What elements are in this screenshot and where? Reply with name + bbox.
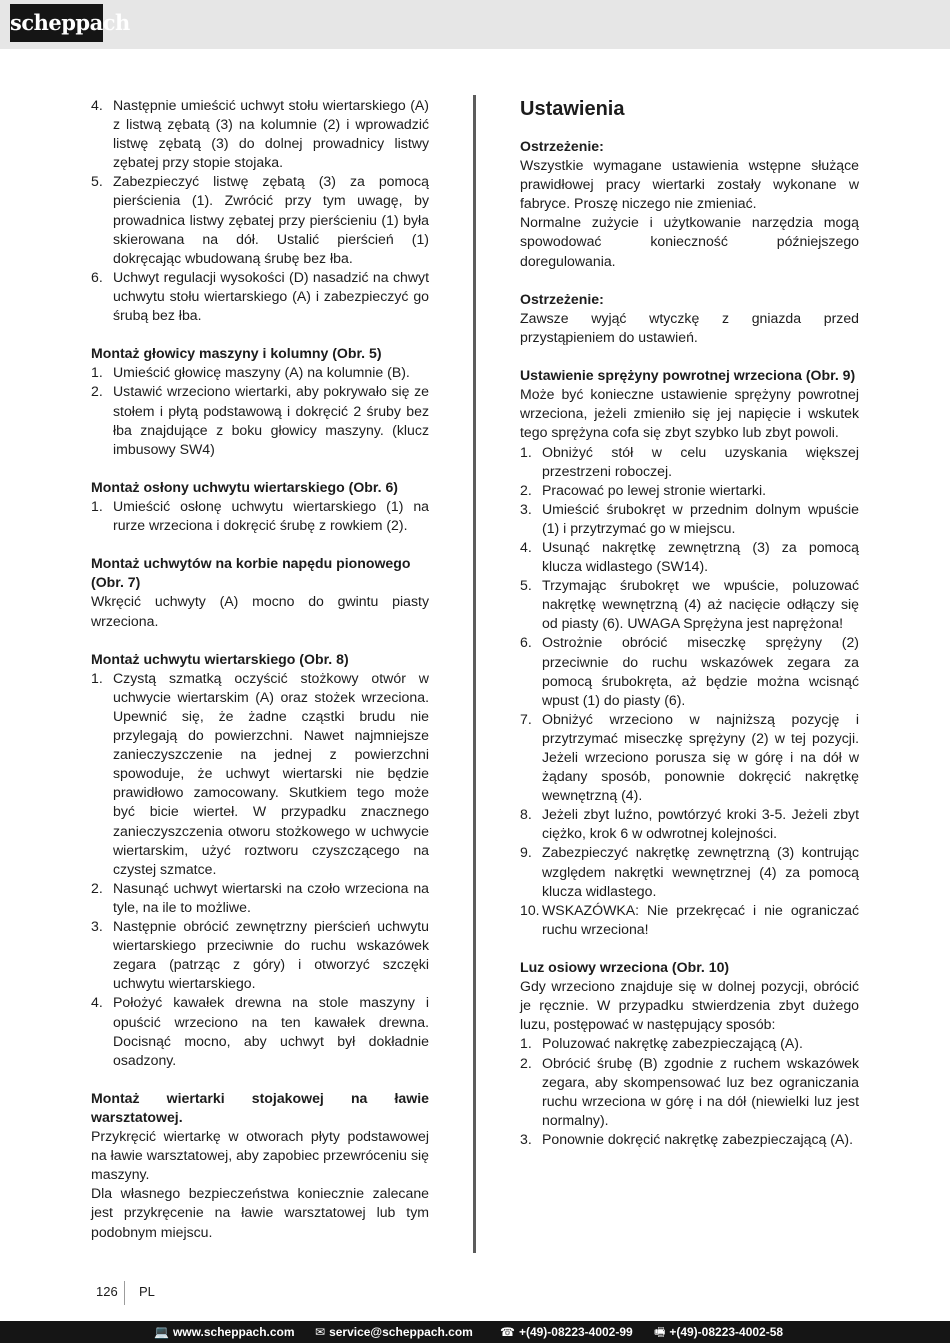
section-heading-obr8: Montaż uchwytu wiertarskiego (Obr. 8) (91, 650, 349, 667)
list-item: 1. Obniżyć stół w celu uzyskania większej przestrzeni roboczej. (520, 443, 859, 479)
steps-list-e (520, 443, 859, 939)
warning-heading: Ostrzeżenie: (520, 290, 604, 307)
footer-web[interactable]: 💻 www.scheppach.com (154, 1325, 295, 1339)
list-item: 2. Pracować po lewej stronie wiertarki. (520, 481, 767, 498)
phone-icon: ☎ (500, 1325, 515, 1339)
paragraph: Przykręcić wiertarkę w otworach płyty podstawowej na ławie warsztatowej, aby zapobiec przewróceniu się maszyny. (91, 1128, 429, 1183)
paragraph: Dla własnego bezpieczeństwa koniecznie zalecane jest przykręcenie na ławie warsztatowej lub tym podobnym miejscu. (91, 1185, 429, 1240)
page-number: 126 (96, 1284, 118, 1299)
list-item: 1. Poluzować nakrętkę zabezpieczającą (A). (520, 1035, 803, 1052)
list-item: 6. Uchwyt regulacji wysokości (D) nasadzić na chwyt uchwytu stołu wiertarskiego (A) i zabezpieczyć go śrubą bez łba. (91, 268, 429, 324)
section-heading-obr9: Ustawienie sprężyny powrotnej wrzeciona (Obr. 9) (520, 367, 856, 384)
steps-list-d (91, 669, 429, 1070)
computer-icon: 💻 (154, 1325, 169, 1339)
section-heading-bench: Montaż wiertarki stojakowej na ławie warsztatowej. (91, 1089, 429, 1125)
steps-list-a (91, 96, 429, 325)
list-item: 5. Trzymając śrubokręt we wpuście, poluzować nakrętkę wewnętrzną (4) aż nacięcie odłączy się od piasty (6). UWAGA Sprężyna jest naprężona! (520, 577, 859, 632)
list-item: 9. Zabezpieczyć nakrętkę zewnętrzną (3) kontrując względem nakrętki wewnętrznej (4) za pomocą klucza widlastego. (520, 844, 859, 899)
footer-phone[interactable]: ☎ +(49)-08223-4002-99 (500, 1325, 633, 1339)
list-item: 2. Obrócić śrubę (B) zgodnie z ruchem wskazówek zegara, aby skompensować luz bez ograniczania ruchu wrzeciona w górę i na dół (niewielki luz jest normalny). (520, 1054, 859, 1128)
paragraph: Wkręcić uchwyty (A) mocno do gwintu piasty wrzeciona. (91, 593, 429, 629)
footer-email[interactable]: ✉ service@scheppach.com (315, 1325, 473, 1339)
left-column (91, 96, 429, 1242)
language-code: PL (139, 1284, 155, 1299)
list-item: 4. Następnie umieścić uchwyt stołu wiertarskiego (A) z listwą zębatą (3) na kolumnie (2) i wprowadzić listwę zębatą (3) do dolnej prowadnicy listwy zębatej przy stopie stojaka. (91, 97, 429, 171)
page-header (0, 0, 950, 49)
list-item: 10. WSKAZÓWKA: Nie przekręcać i nie ograniczać ruchu wrzeciona! (520, 901, 859, 937)
list-item: 3. Umieścić śrubokręt w przednim dolnym wpuście (1) i przytrzymać go w miejscu. (520, 500, 859, 536)
steps-list-f (520, 1034, 859, 1149)
fax-icon: 🖷 (654, 1325, 666, 1339)
list-item: 3. Następnie obrócić zewnętrzny pierścień uchwytu wiertarskiego przeciwnie do ruchu wskazówek zegara (patrząc z góry) i otworzyć szczęki uchwytu wiertarskiego. (91, 918, 429, 992)
scheppach-logo: scheppach (10, 4, 103, 42)
page-title: Ustawienia (520, 98, 625, 120)
list-item: 6. Ostrożnie obrócić miseczkę sprężyny (2) przeciwnie do ruchu wskazówek zegara za pomocą śrubokręta, aż będzie można wcisnąć wpust (1) do piasty (6). (520, 634, 859, 708)
paragraph: Gdy wrzeciono znajduje się w dolnej pozycji, obrócić je ręcznie. W przypadku stwierdzenia zbyt dużego luzu, postępować w następujący sposób: (520, 978, 859, 1033)
column-divider (473, 95, 476, 1253)
section-heading-obr5: Montaż głowicy maszyny i kolumny (Obr. 5) (91, 345, 382, 362)
list-item: 7. Obniżyć wrzeciono w najniższą pozycję i przytrzymać miseczkę sprężyny (2) w tej pozycji. Jeżeli wrzeciono porusza się w górę i na dół w żądany sposób, ponownie dokręcić nakrętkę wewnętrzną (4). (520, 710, 859, 804)
steps-list-b (91, 363, 429, 458)
section-heading-obr6: Montaż osłony uchwytu wiertarskiego (Obr. 6) (91, 478, 398, 495)
paragraph: Wszystkie wymagane ustawienia wstępne służące prawidłowej pracy wiertarki zostały wykonane w fabryce. Proszę niczego nie zmieniać. (520, 157, 859, 212)
section-heading-obr7: Montaż uchwytów na korbie napędu pionowego (Obr. 7) (91, 555, 411, 591)
right-column (520, 96, 859, 1149)
list-item: 3. Ponownie dokręcić nakrętkę zabezpieczającą (A). (520, 1130, 854, 1147)
footer-fax: 🖷 +(49)-08223-4002-58 (654, 1325, 784, 1339)
mail-icon: ✉ (315, 1325, 326, 1339)
warning-heading: Ostrzeżenie: (520, 138, 604, 154)
list-item: 2. Nasunąć uchwyt wiertarski na czoło wrzeciona na tyle, na ile to możliwe. (91, 879, 429, 915)
list-item: 5. Zabezpieczyć listwę zębatą (3) za pomocą pierścienia (1). Zwrócić przy tym uwagę, by prowadnica listwy zębatej przy pierścieniu (1) była skierowana na dół. Ustalić pierścień (1) dokręcając wbudowaną śrubę bez łba. (91, 173, 429, 266)
list-item: 4. Usunąć nakrętkę zewnętrzną (3) za pomocą klucza widlastego (SW14). (520, 538, 859, 575)
list-item: 2. Ustawić wrzeciono wiertarki, aby pokrywało się ze stołem i płytą podstawową i dokręcić 2 śruby bez łba znajdujące z boku głowicy maszyny. (klucz imbusowy SW4) (91, 383, 429, 457)
paragraph: Może być konieczne ustawienie sprężyny powrotnej wrzeciona, jeżeli zmieniło się jej napięcie i wskutek tego sprężyna cofa się zbyt szybko lub zbyt powoli. (520, 386, 859, 441)
paragraph: Zawsze wyjąć wtyczkę z gniazda przed przystąpieniem do ustawień. (520, 309, 859, 345)
list-item: 8. Jeżeli zbyt luźno, powtórzyć kroki 3-5. Jeżeli zbyt ciężko, krok 6 w odwrotnej kolejności. (520, 806, 859, 842)
list-item: 4. Położyć kawałek drewna na stole maszyny i opuścić wrzeciono na ten kawałek drewna. Docisnąć mocno, aby uchwyt był dokładnie osadzony. (91, 994, 429, 1068)
section-heading-obr10: Luz osiowy wrzeciona (Obr. 10) (520, 959, 730, 976)
page-number-separator (124, 1281, 125, 1305)
list-item: 1. Umieścić głowicę maszyny (A) na kolumnie (B). (91, 364, 410, 381)
paragraph: Normalne zużycie i użytkowanie narzędzia mogą spowodować konieczność późniejszego doregulowania. (520, 214, 859, 269)
list-item: 1. Czystą szmatką oczyścić stożkowy otwór w uchwycie wiertarskim (A) oraz stożek wrzeciona. Upewnić się, że żadne cząstki brudu nie przylegają do powierzchni. Nawet najmniejsze zanieczyszczenie na jednej z powierzchni spowoduje, że uchwyt wiertarski nie będzie prawidłowo zamocowany. Skutkiem tego może być bicie wierteł. W przypadku znacznego zanieczyszczenia otworu stożkowego w uchwycie wiertarskim, użyć roztworu czyszczącego na czystej szmatce. (91, 669, 429, 877)
page-footer (0, 1321, 950, 1343)
steps-list-c (91, 497, 429, 535)
list-item: 1. Umieścić osłonę uchwytu wiertarskiego (1) na rurze wrzeciona i dokręcić śrubę z rowkiem (2). (91, 497, 429, 534)
